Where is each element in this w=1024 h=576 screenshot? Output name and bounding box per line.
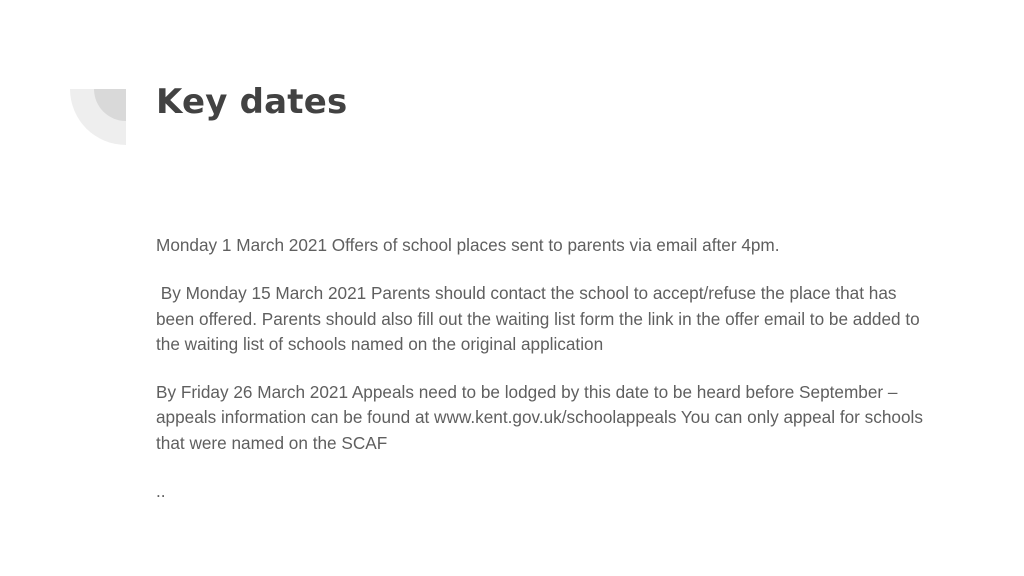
slide-body — [156, 233, 926, 504]
key-date-paragraph: By Monday 15 March 2021 Parents should contact the school to accept/refuse the place that has been offered. Parents should also fill out the waiting list form the link in the offer email to be added to the waiting list of schools named on the original application — [156, 283, 925, 354]
key-date-paragraph: By Friday 26 March 2021 Appeals need to be lodged by this date to be heard before September – appeals information can be found at www.kent.gov.uk/schoolappeals You can only appeal for schools that were named on the SCAF — [156, 382, 923, 453]
trailing-dots: .. — [156, 481, 166, 502]
key-date-paragraph: Monday 1 March 2021 Offers of school places sent to parents via email after 4pm. — [156, 235, 780, 255]
slide-title: Key dates — [156, 82, 348, 122]
quarter-circle-decoration-icon — [70, 89, 126, 145]
